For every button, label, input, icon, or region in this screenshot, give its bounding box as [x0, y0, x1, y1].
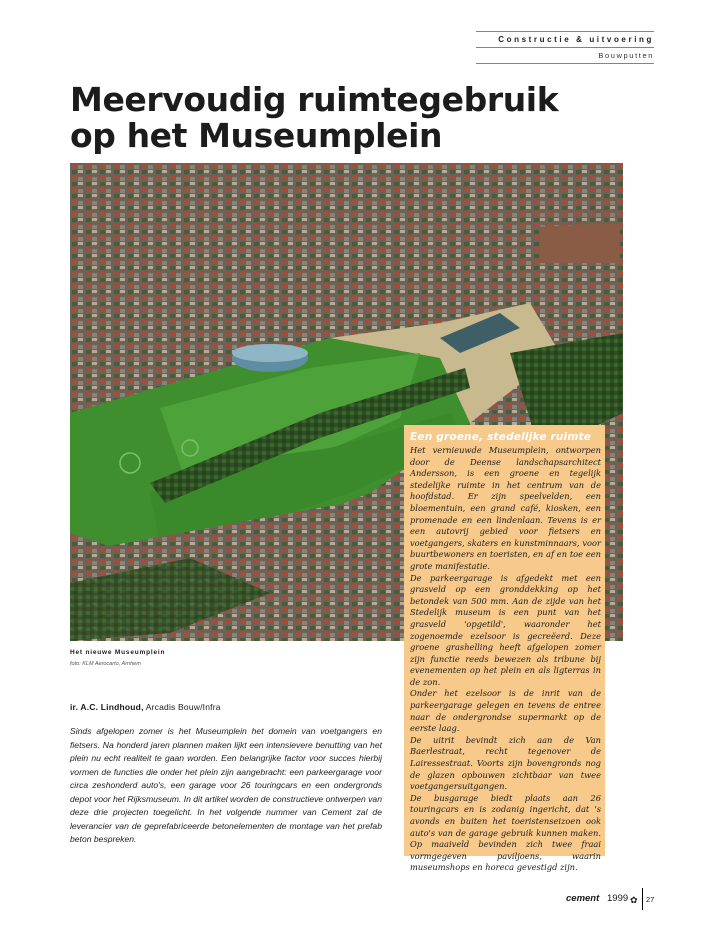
page-number: 27: [646, 895, 655, 904]
author-line: [70, 702, 221, 712]
article-intro: Sinds afgelopen zomer is het Museumplein het domein van voetgangers en fietsers. Na honderd jaren plannen maken lijkt een intensievere benutting van het plein nu echt realiteit te gaan worden. Een belangrijke factor voor succes hierbij vormen de functies die onder het plein zijn aangebracht: een parkeergarage voor circa zeshonderd auto's, een garage voor 26 touringcars en een ondergronds depot voor het Rijksmuseum. In dit artikel worden de constructieve ontwerpen van deze drie projecten toegelicht. In het volgende nummer van Cement zal de leverancier van de geprefabriceerde betonelementen de montage van het prefab beton bespreken.: [70, 726, 382, 844]
sidebar-box: [404, 425, 605, 873]
flower-logo-icon: ✿: [630, 895, 638, 905]
sidebar-heading: Een groene, stedelijke ruimte: [410, 431, 592, 443]
article-title-line-1: Meervoudig ruimtegebruik: [70, 80, 559, 119]
footer-year: 1999: [607, 893, 629, 904]
article-title: [70, 82, 630, 154]
footer-divider: [642, 888, 643, 910]
author-name: ir. A.C. Lindhoud,: [70, 702, 144, 712]
section-name: Constructie & uitvoering: [498, 35, 654, 44]
article-title-line-2: op het Museumplein: [70, 116, 443, 155]
photo-caption-title: Het nieuwe Museumplein: [70, 649, 166, 656]
section-header: [476, 31, 654, 64]
sidebar-paragraph: Het vernieuwde Museumplein, ontworpen door de Deense landschapsarchitect Andersson, is een groene en tegelijk stedelijke ruimte in het centrum van de hoofdstad. Er zijn speelvelden, een bloementuin, een grand café, kiosken, een promenade en een lindenlaan. Tevens is er een autovrij gebied voor fietsers en voetgangers, skaters en kunstminnaars, voor buurtbewoners en toeristen, en af en toe een grote manifestatie.: [410, 445, 601, 571]
footer-journal-name: cement: [566, 893, 600, 904]
photo-caption-credit: foto: KLM Aerocarto, Arnhem: [70, 661, 141, 667]
sidebar-paragraph: Onder het ezelsoor is de inrit van de parkeergarage gelegen en tevens de entree naar de ondergrondse supermarkt op de eerste laag.: [410, 688, 601, 734]
sidebar-paragraph: De uitrit bevindt zich aan de Van Baerlestraat, recht tegenover de Lairessestraat. Voorts zijn bovengronds nog de glazen opbouwen zichtbaar van twee voetgangersuitgangen.: [410, 734, 601, 792]
sidebar-paragraph: De parkeergarage is afgedekt met een grasveld op een gronddekking op het betondek van 500 mm. Aan de zijde van het Stedelijk museum is een punt van het grasveld 'opgetild', waaronder het zogenoemde ezelsoor is gecreëerd. Deze groene grashelling heeft afgelopen zomer zijn functie reeds bewezen als tribune bij evenementen op het plein en als ligterras in de zon.: [410, 572, 601, 687]
sidebar-paragraph: De busgarage biedt plaats aan 26 touringcars en is zodanig ingericht, dat 's avonds en buiten het toeristenseizoen ook auto's van de garage gebruik kunnen maken. Op maaiveld bevinden zich twee fraai vormgegeven paviljoens, waarin museumshops en horeca gevestigd zijn.: [410, 792, 601, 873]
header-bottom-rule: [476, 63, 654, 64]
sidebar-content: [410, 431, 601, 874]
author-affiliation: Arcadis Bouw/Infra: [145, 702, 221, 712]
subsection-name: Bouwputten: [598, 51, 654, 60]
